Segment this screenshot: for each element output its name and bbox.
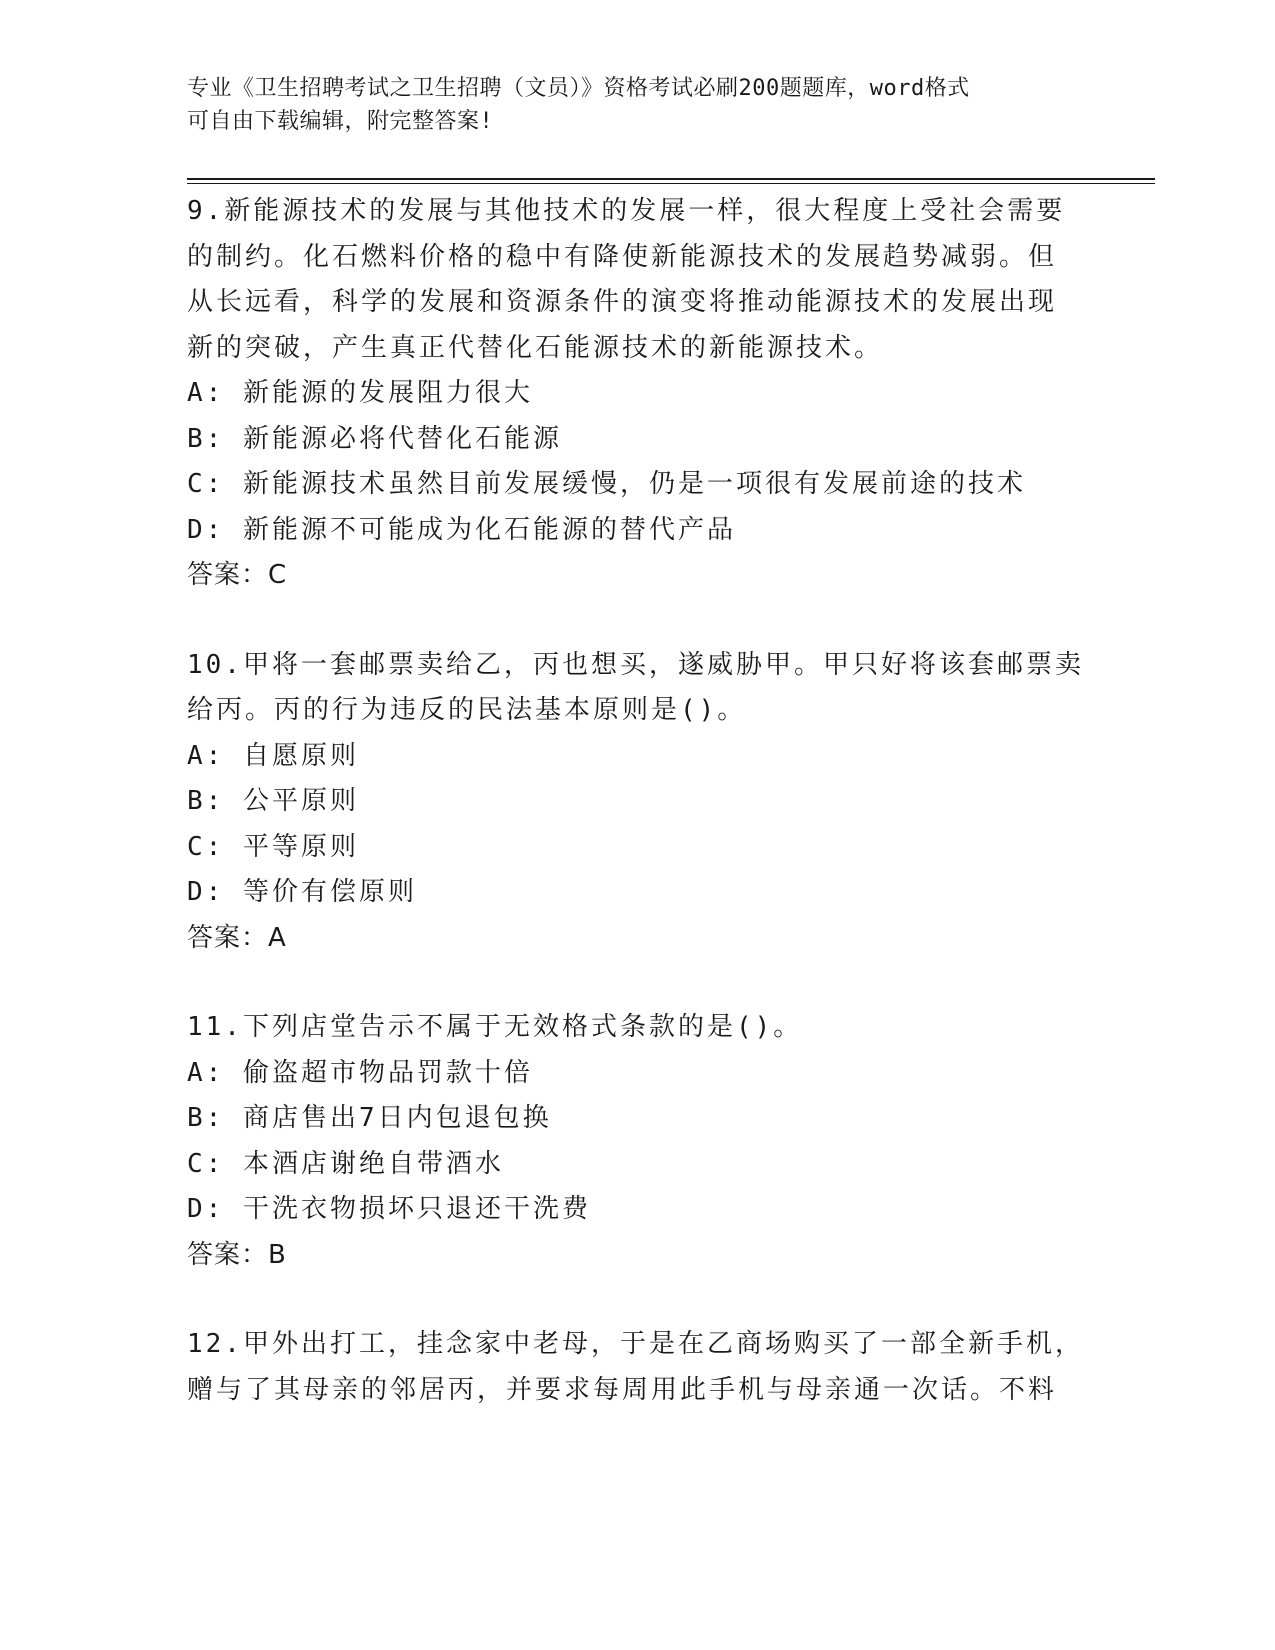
question-12 <box>187 1322 1087 1413</box>
answer-label: 答案：A <box>187 922 287 953</box>
option-c: C: 平等原则 <box>187 831 359 862</box>
option-d: D: 等价有偿原则 <box>187 877 417 907</box>
header-line-1: 专业《卫生招聘考试之卫生招聘（文员）》资格考试必刷200题题库，word格式 <box>187 76 970 101</box>
question-stem-line: 给丙。丙的行为违反的民法基本原则是()。 <box>187 695 747 725</box>
option-d: D: 干洗衣物损坏只退还干洗费 <box>187 1194 591 1224</box>
question-stem-line: 9.新能源技术的发展与其他技术的发展一样，很大程度上受社会需要 <box>187 196 1066 226</box>
question-10 <box>187 643 1087 962</box>
question-stem-line: 10.甲将一套邮票卖给乙，丙也想买，遂威胁甲。甲只好将该套邮票卖 <box>187 649 1084 680</box>
question-stem-line: 12.甲外出打工，挂念家中老母，于是在乙商场购买了一部全新手机， <box>187 1329 1084 1359</box>
option-b: B: 商店售出7日内包退包换 <box>187 1103 552 1133</box>
option-c: C: 本酒店谢绝自带酒水 <box>187 1148 504 1179</box>
header-line-2: 可自由下载编辑，附完整答案! <box>187 109 494 134</box>
question-list <box>187 189 1087 1457</box>
answer-label: 答案：B <box>187 1239 287 1270</box>
question-stem-line: 赠与了其母亲的邻居丙，并要求每周用此手机与母亲通一次话。不料 <box>187 1374 1058 1405</box>
question-stem-line: 从长远看，科学的发展和资源条件的演变将推动能源技术的发展出现 <box>187 287 1058 317</box>
option-b: B: 公平原则 <box>187 786 359 816</box>
option-d: D: 新能源不可能成为化石能源的替代产品 <box>187 514 736 545</box>
question-9 <box>187 189 1087 599</box>
header-divider-thin <box>187 183 1155 184</box>
option-a: A: 新能源的发展阻力很大 <box>187 378 533 408</box>
option-b: B: 新能源必将代替化石能源 <box>187 423 562 454</box>
question-stem-line: 新的突破，产生真正代替化石能源技术的新能源技术。 <box>187 332 884 363</box>
document-header <box>187 72 1067 138</box>
answer-label: 答案：C <box>187 560 288 590</box>
question-11 <box>187 1005 1087 1278</box>
option-a: A: 自愿原则 <box>187 740 359 771</box>
question-stem-line: 的制约。化石燃料价格的稳中有降使新能源技术的发展趋势减弱。但 <box>187 241 1058 272</box>
option-c: C: 新能源技术虽然目前发展缓慢，仍是一项很有发展前途的技术 <box>187 469 1026 499</box>
question-stem-line: 11.下列店堂告示不属于无效格式条款的是()。 <box>187 1012 803 1042</box>
header-divider-thick <box>187 178 1155 180</box>
option-a: A: 偷盗超市物品罚款十倍 <box>187 1057 533 1088</box>
